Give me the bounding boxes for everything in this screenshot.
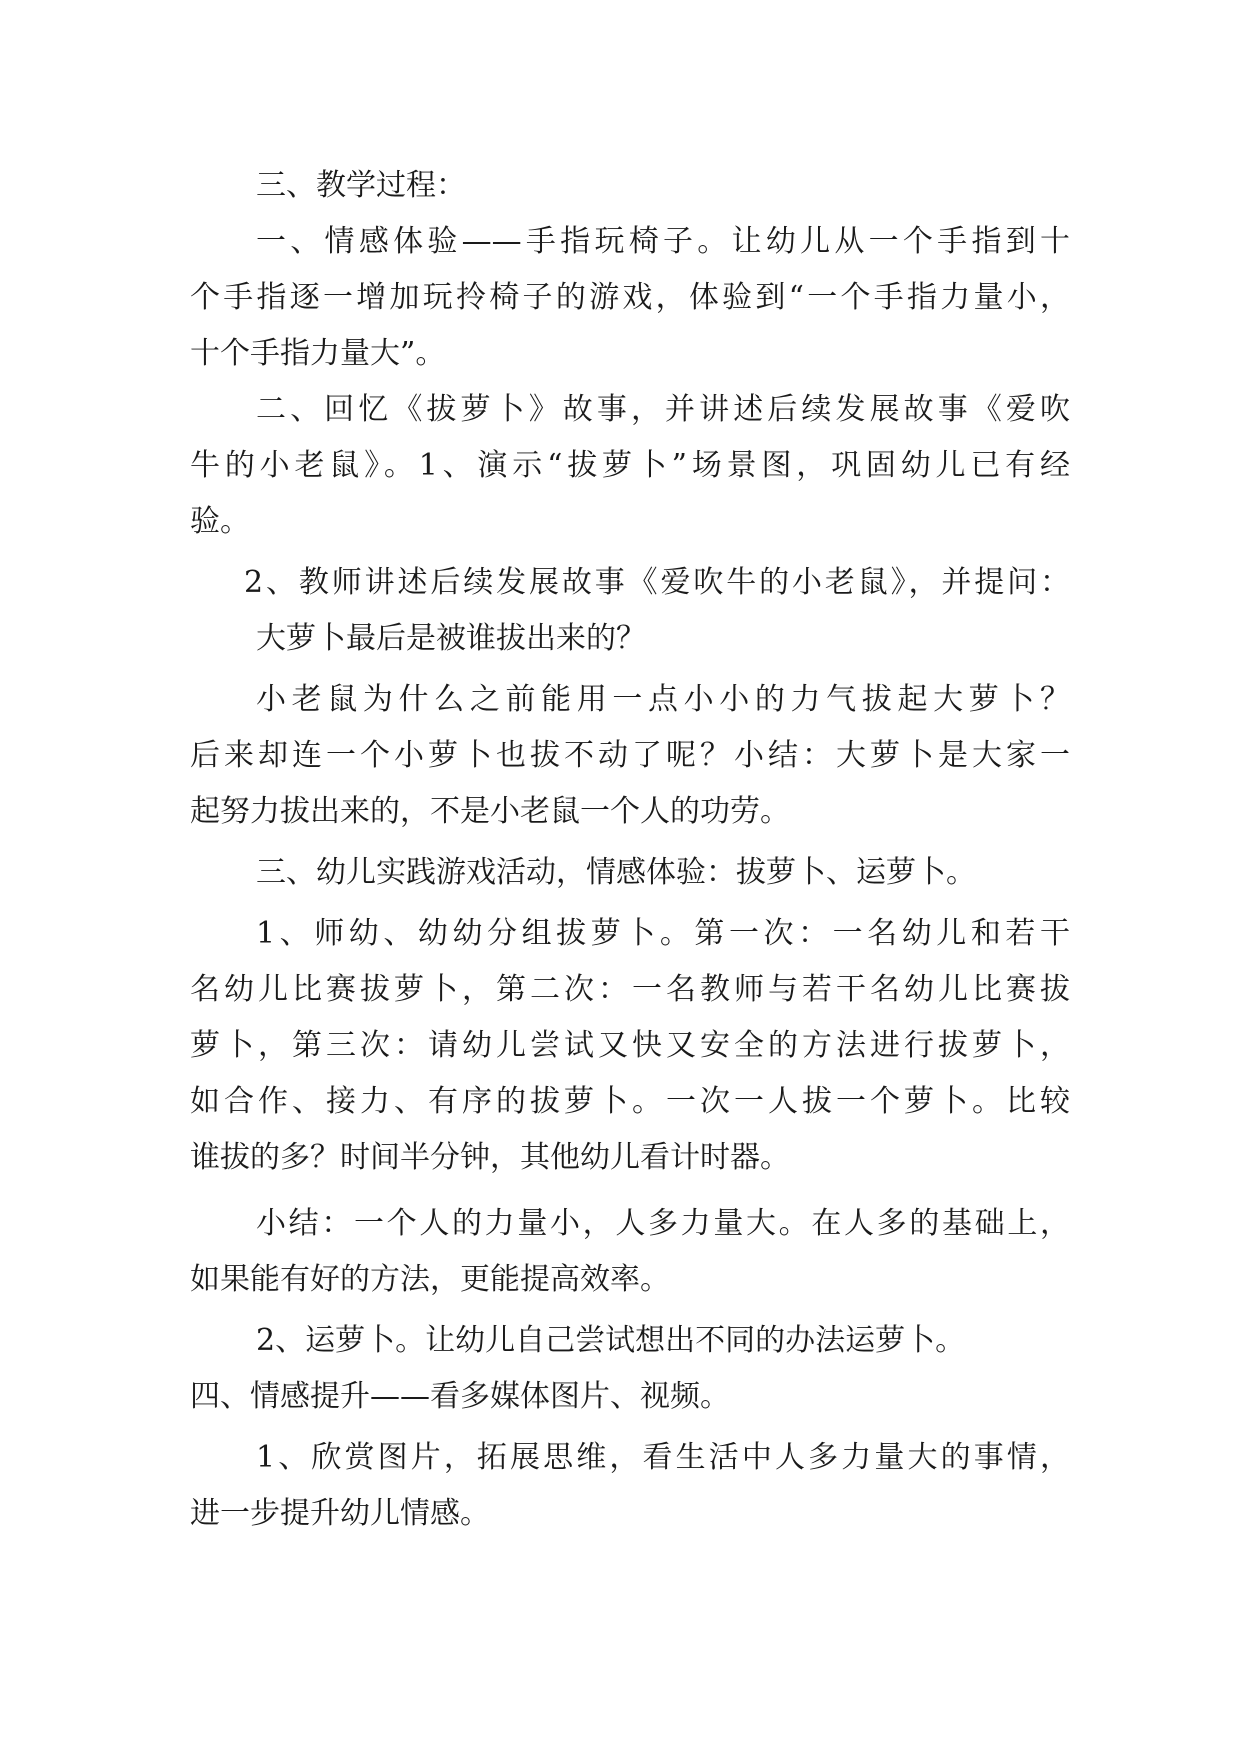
text-line: 进一步提升幼儿情感。: [190, 1496, 490, 1531]
text-line: 后来却连一个小萝卜也拔不动了呢？小结：大萝卜是大家一: [190, 738, 1070, 773]
text-line: 萝卜，第三次：请幼儿尝试又快又安全的方法进行拔萝卜，: [190, 1028, 1070, 1063]
text-line: 三、幼儿实践游戏活动，情感体验：拔萝卜、运萝卜。: [256, 855, 976, 890]
text-line: 一、情感体验——手指玩椅子。让幼儿从一个手指到十: [256, 224, 1070, 259]
text-line: 验。: [190, 504, 250, 539]
text-line: 2、教师讲述后续发展故事《爱吹牛的小老鼠》，并提问：: [244, 565, 1070, 600]
text-line: 小老鼠为什么之前能用一点小小的力气拔起大萝卜？: [256, 682, 1070, 717]
text-line: 1、欣赏图片，拓展思维，看生活中人多力量大的事情，: [256, 1440, 1070, 1475]
text-line: 如合作、接力、有序的拔萝卜。一次一人拔一个萝卜。比较: [190, 1084, 1070, 1119]
text-line: 小结：一个人的力量小，人多力量大。在人多的基础上，: [256, 1206, 1070, 1241]
text-line: 起努力拔出来的，不是小老鼠一个人的功劳。: [190, 794, 790, 829]
text-line: 十个手指力量大”。: [190, 336, 446, 371]
text-line: 牛的小老鼠》。1、演示“拔萝卜”场景图，巩固幼儿已有经: [190, 448, 1070, 483]
text-line: 四、情感提升——看多媒体图片、视频。: [190, 1379, 730, 1414]
text-line: 个手指逐一增加玩拎椅子的游戏，体验到“一个手指力量小，: [190, 280, 1070, 315]
text-line: 1、师幼、幼幼分组拔萝卜。第一次：一名幼儿和若干: [256, 916, 1070, 951]
text-line: 大萝卜最后是被谁拔出来的？: [256, 621, 646, 656]
text-line: 名幼儿比赛拔萝卜，第二次：一名教师与若干名幼儿比赛拔: [190, 972, 1070, 1007]
text-line: 三、教学过程：: [256, 168, 466, 203]
text-line: 二、回忆《拔萝卜》故事，并讲述后续发展故事《爱吹: [256, 392, 1070, 427]
text-line: 谁拔的多？时间半分钟，其他幼儿看计时器。: [190, 1140, 790, 1175]
text-line: 如果能有好的方法，更能提高效率。: [190, 1262, 670, 1297]
text-line: 2、运萝卜。让幼儿自己尝试想出不同的办法运萝卜。: [256, 1323, 966, 1358]
